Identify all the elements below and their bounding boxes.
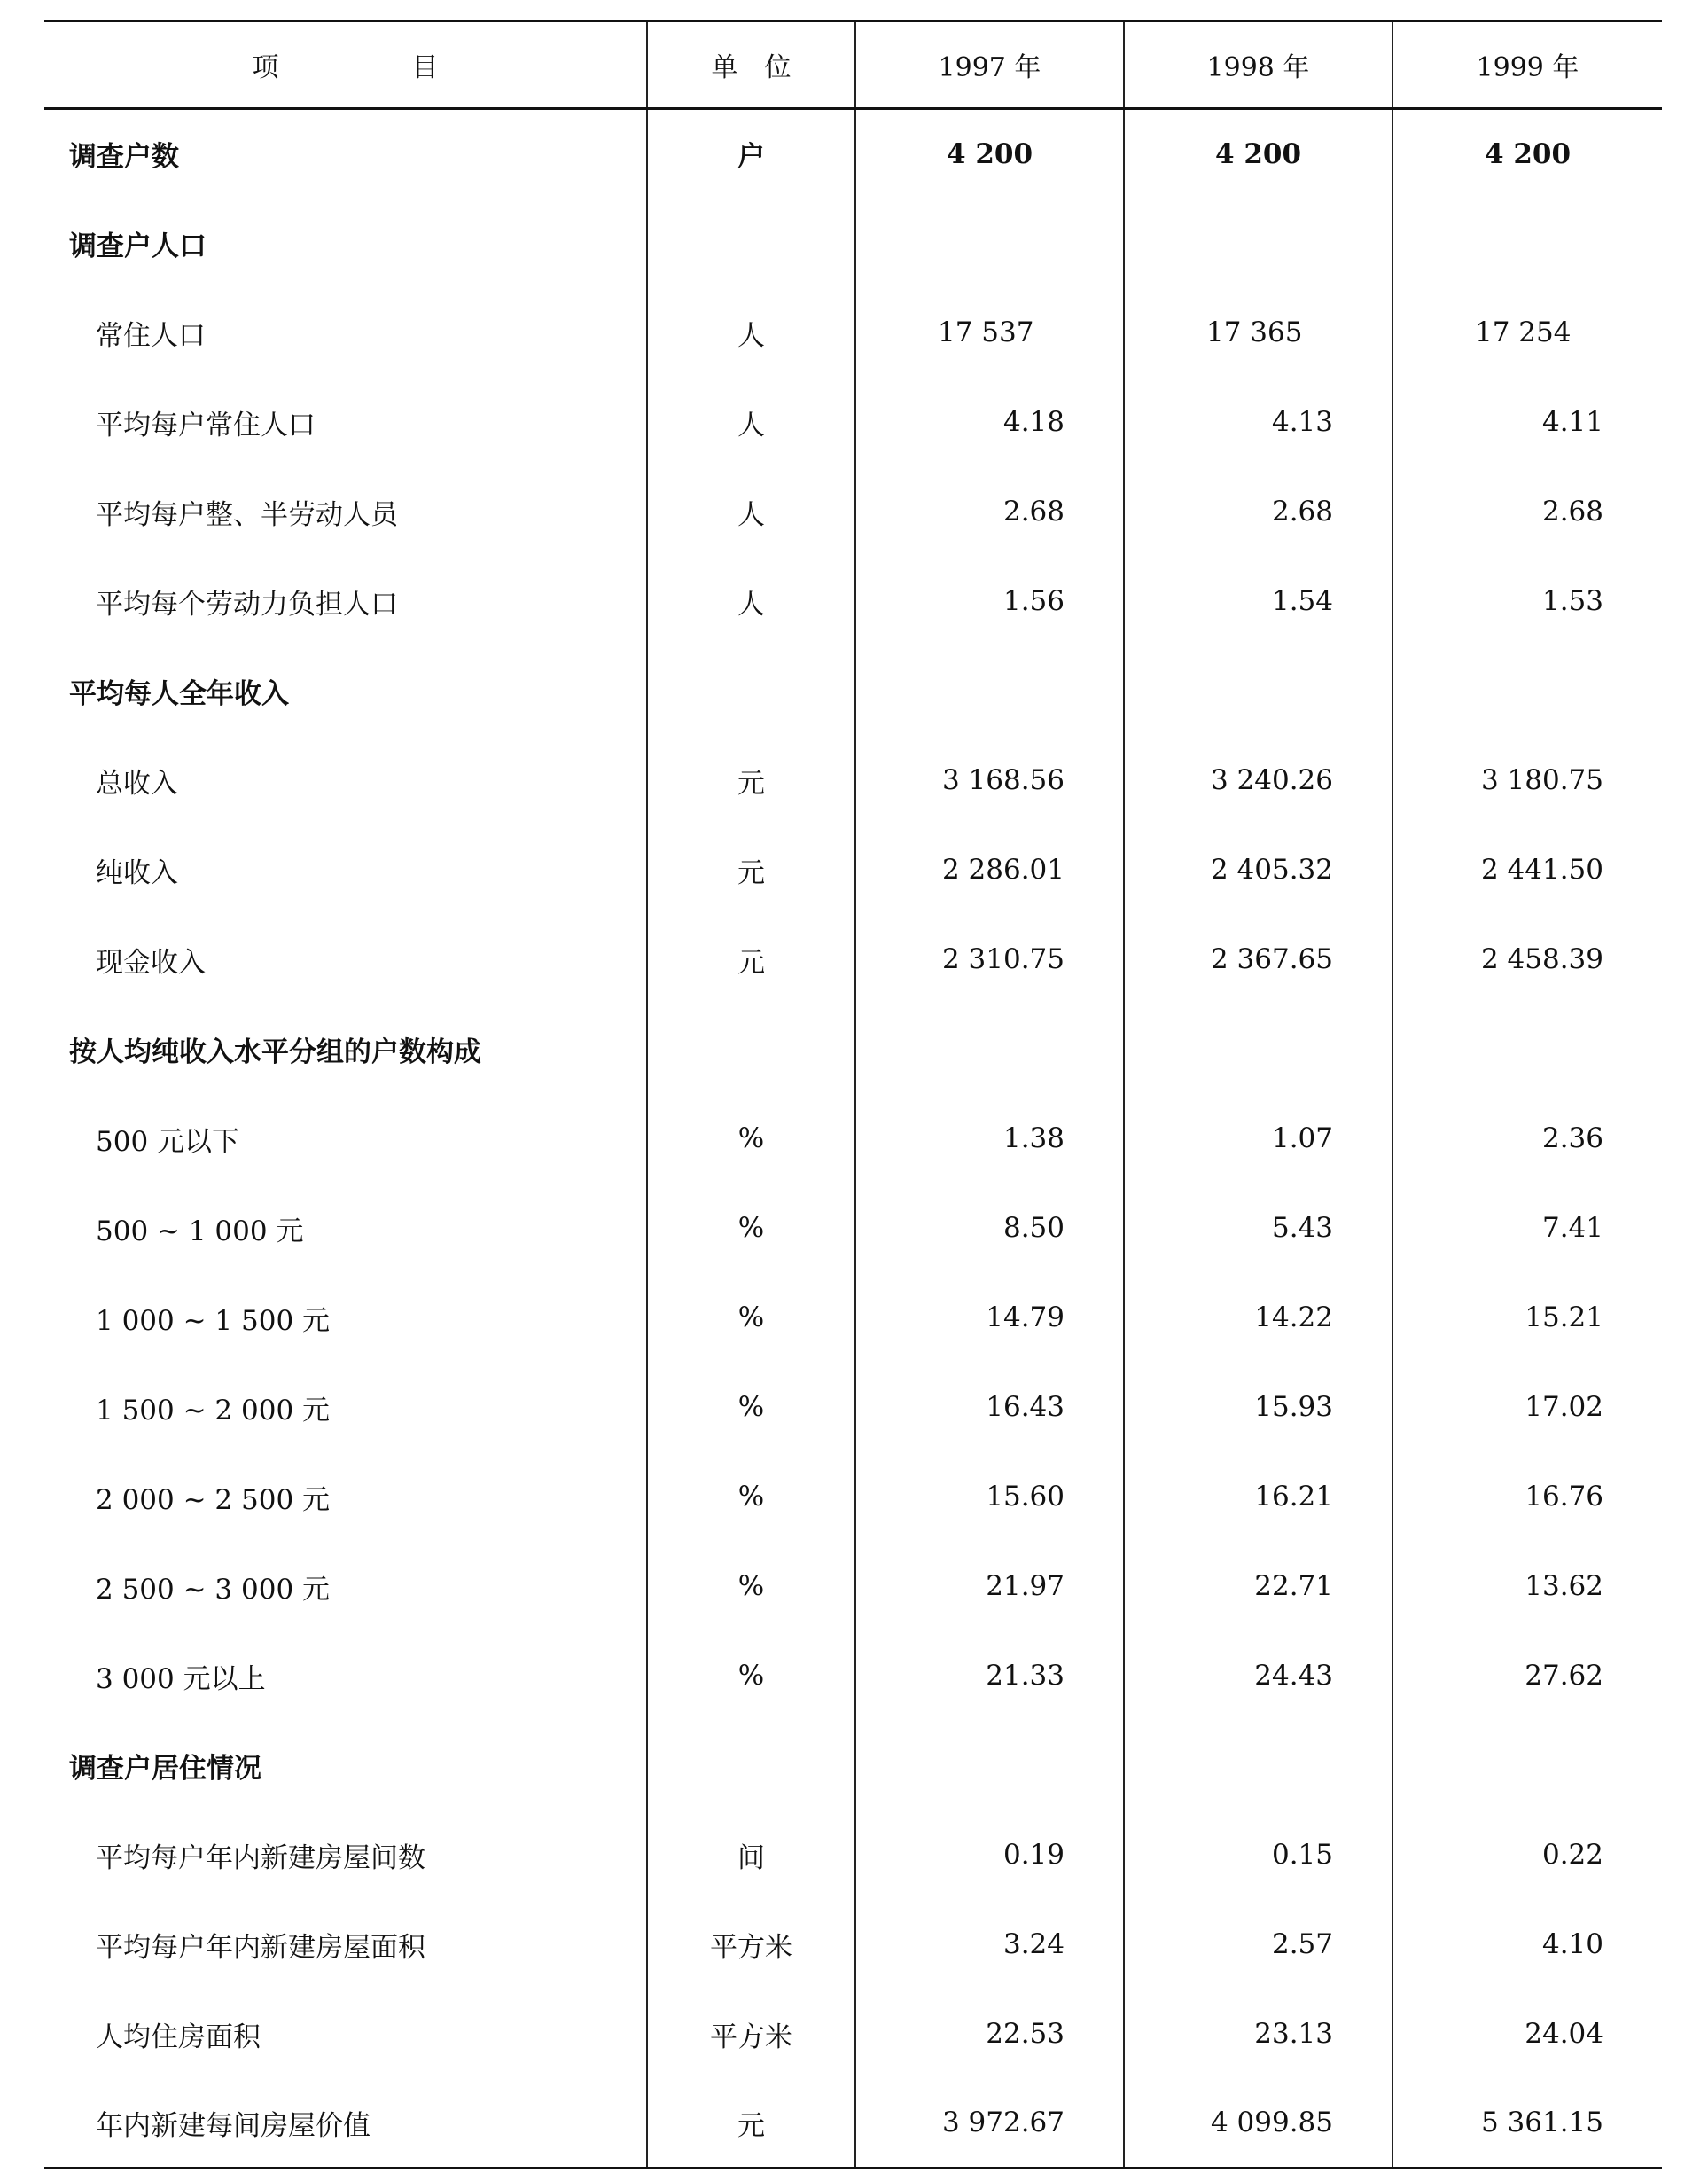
row-unit <box>647 646 855 736</box>
row-value-1999: 15.21 <box>1392 1273 1662 1363</box>
header-unit: 单 位 <box>647 21 855 109</box>
table-row <box>44 1184 1662 1273</box>
row-value-1998: 5.43 <box>1124 1184 1392 1273</box>
table-row <box>44 1005 1662 1094</box>
header-year-1997: 1997 年 <box>855 21 1124 109</box>
row-unit: 人 <box>647 557 855 646</box>
row-value-1998: 0.15 <box>1124 1810 1392 1900</box>
table-row <box>44 199 1662 288</box>
row-unit <box>647 1721 855 1810</box>
row-value-1997: 0.19 <box>855 1810 1124 1900</box>
row-unit: 户 <box>647 109 855 199</box>
row-value-1999: 17 254 <box>1392 288 1662 378</box>
table-row <box>44 288 1662 378</box>
row-value-1998: 2.68 <box>1124 467 1392 557</box>
row-value-1999: 2.68 <box>1392 467 1662 557</box>
row-value-1997: 21.97 <box>855 1542 1124 1631</box>
table-header <box>44 21 1662 109</box>
row-item-label: 调查户居住情况 <box>69 1752 261 1785</box>
row-unit: 平方米 <box>647 1900 855 1989</box>
row-value-1998: 1.54 <box>1124 557 1392 646</box>
table-row <box>44 1810 1662 1900</box>
row-value-1997: 2 310.75 <box>855 915 1124 1005</box>
row-value-1999: 3 180.75 <box>1392 736 1662 825</box>
row-unit: 元 <box>647 915 855 1005</box>
row-value-1998: 2 367.65 <box>1124 915 1392 1005</box>
row-item-label: 总收入 <box>96 767 178 800</box>
row-value-1998: 16.21 <box>1124 1452 1392 1542</box>
row-value-1997: 2 286.01 <box>855 825 1124 915</box>
row-unit: % <box>647 1363 855 1452</box>
row-unit: 人 <box>647 378 855 467</box>
row-value-1997: 4.18 <box>855 378 1124 467</box>
row-value-1997: 14.79 <box>855 1273 1124 1363</box>
statistics-table <box>44 20 1662 2169</box>
row-item-label: 1 000 ~ 1 500 元 <box>96 1304 331 1337</box>
row-unit: 元 <box>647 2079 855 2169</box>
row-value-1999 <box>1392 1005 1662 1094</box>
row-value-1998: 4 200 <box>1124 109 1392 199</box>
table-row <box>44 736 1662 825</box>
row-item-label: 平均每户常住人口 <box>96 409 316 442</box>
row-unit: % <box>647 1631 855 1721</box>
row-unit: % <box>647 1184 855 1273</box>
row-value-1999: 1.53 <box>1392 557 1662 646</box>
row-item-label: 调查户人口 <box>69 230 207 262</box>
row-unit: % <box>647 1452 855 1542</box>
row-value-1997 <box>855 1721 1124 1810</box>
row-item-label: 人均住房面积 <box>96 2021 261 2053</box>
row-value-1999 <box>1392 646 1662 736</box>
row-item-label: 1 500 ~ 2 000 元 <box>96 1394 331 1427</box>
table-row <box>44 378 1662 467</box>
row-item-label: 2 500 ~ 3 000 元 <box>96 1573 331 1606</box>
row-value-1999: 7.41 <box>1392 1184 1662 1273</box>
row-value-1999: 24.04 <box>1392 1989 1662 2079</box>
table-row <box>44 1273 1662 1363</box>
row-value-1999 <box>1392 1721 1662 1810</box>
row-value-1997: 3.24 <box>855 1900 1124 1989</box>
row-value-1998: 23.13 <box>1124 1989 1392 2079</box>
row-value-1998: 22.71 <box>1124 1542 1392 1631</box>
row-value-1997: 2.68 <box>855 467 1124 557</box>
row-unit: % <box>647 1542 855 1631</box>
row-value-1998: 2 405.32 <box>1124 825 1392 915</box>
row-value-1999: 2 458.39 <box>1392 915 1662 1005</box>
row-unit: 人 <box>647 288 855 378</box>
row-value-1999: 17.02 <box>1392 1363 1662 1452</box>
row-value-1997: 21.33 <box>855 1631 1124 1721</box>
row-value-1999: 4.11 <box>1392 378 1662 467</box>
row-value-1998: 4.13 <box>1124 378 1392 467</box>
table-row <box>44 1900 1662 1989</box>
row-value-1997: 4 200 <box>855 109 1124 199</box>
row-item-label: 纯收入 <box>96 856 178 889</box>
row-value-1997: 8.50 <box>855 1184 1124 1273</box>
row-item-label: 按人均纯收入水平分组的户数构成 <box>69 1036 481 1068</box>
row-item-label: 平均每户年内新建房屋间数 <box>96 1841 425 1874</box>
row-value-1999: 2 441.50 <box>1392 825 1662 915</box>
row-value-1998 <box>1124 199 1392 288</box>
row-unit: % <box>647 1273 855 1363</box>
row-item-label: 调查户数 <box>69 141 179 174</box>
row-item-label: 平均每人全年收入 <box>69 677 289 710</box>
row-value-1997: 3 168.56 <box>855 736 1124 825</box>
row-value-1998 <box>1124 1721 1392 1810</box>
row-unit <box>647 199 855 288</box>
row-value-1998: 2.57 <box>1124 1900 1392 1989</box>
row-unit <box>647 1005 855 1094</box>
row-unit: 间 <box>647 1810 855 1900</box>
row-value-1998: 3 240.26 <box>1124 736 1392 825</box>
row-value-1997 <box>855 1005 1124 1094</box>
row-value-1999: 0.22 <box>1392 1810 1662 1900</box>
table-row <box>44 557 1662 646</box>
row-item-label: 平均每个劳动力负担人口 <box>96 588 398 621</box>
table-row <box>44 1631 1662 1721</box>
row-value-1997: 22.53 <box>855 1989 1124 2079</box>
table-body <box>44 109 1662 2169</box>
table-row <box>44 467 1662 557</box>
row-value-1999: 4.10 <box>1392 1900 1662 1989</box>
table-row <box>44 1989 1662 2079</box>
table-row <box>44 1363 1662 1452</box>
row-value-1998 <box>1124 646 1392 736</box>
header-item: 项 目 <box>44 21 647 109</box>
row-value-1997: 1.38 <box>855 1094 1124 1184</box>
row-value-1999 <box>1392 199 1662 288</box>
row-value-1998: 1.07 <box>1124 1094 1392 1184</box>
row-item-label: 常住人口 <box>96 319 206 352</box>
row-value-1998: 24.43 <box>1124 1631 1392 1721</box>
row-value-1999: 4 200 <box>1392 109 1662 199</box>
row-item-label: 平均每户年内新建房屋面积 <box>96 1931 425 1964</box>
row-value-1999: 2.36 <box>1392 1094 1662 1184</box>
table-row <box>44 825 1662 915</box>
row-value-1997 <box>855 646 1124 736</box>
row-unit: 元 <box>647 825 855 915</box>
row-value-1997: 1.56 <box>855 557 1124 646</box>
table-row <box>44 915 1662 1005</box>
header-row <box>44 21 1662 109</box>
row-item-label: 现金收入 <box>96 946 206 979</box>
row-value-1998: 14.22 <box>1124 1273 1392 1363</box>
table-row <box>44 1721 1662 1810</box>
row-unit: 元 <box>647 736 855 825</box>
table-row <box>44 109 1662 199</box>
table-row <box>44 1542 1662 1631</box>
row-value-1998 <box>1124 1005 1392 1094</box>
row-value-1998: 15.93 <box>1124 1363 1392 1452</box>
row-item-label: 年内新建每间房屋价值 <box>44 2079 647 2169</box>
header-year-1998: 1998 年 <box>1124 21 1392 109</box>
table-row <box>44 646 1662 736</box>
row-item-label: 2 000 ~ 2 500 元 <box>96 1483 331 1516</box>
row-item-label: 3 000 元以上 <box>96 1662 266 1695</box>
row-item-label: 平均每户整、半劳动人员 <box>96 498 398 531</box>
row-item-label: 500 元以下 <box>96 1125 240 1158</box>
row-item-label: 500 ~ 1 000 元 <box>96 1215 304 1247</box>
table-row <box>44 1452 1662 1542</box>
row-value-1999: 16.76 <box>1392 1452 1662 1542</box>
row-value-1999: 5 361.15 <box>1392 2079 1662 2169</box>
row-value-1997 <box>855 199 1124 288</box>
row-value-1999: 13.62 <box>1392 1542 1662 1631</box>
row-value-1997: 3 972.67 <box>855 2079 1124 2169</box>
header-year-1999: 1999 年 <box>1392 21 1662 109</box>
row-value-1998: 4 099.85 <box>1124 2079 1392 2169</box>
row-unit: 平方米 <box>647 1989 855 2079</box>
row-unit: % <box>647 1094 855 1184</box>
row-value-1997: 15.60 <box>855 1452 1124 1542</box>
table-row <box>44 2079 1662 2169</box>
row-unit: 人 <box>647 467 855 557</box>
table-row <box>44 1094 1662 1184</box>
row-value-1997: 16.43 <box>855 1363 1124 1452</box>
row-value-1997: 17 537 <box>855 288 1124 378</box>
row-value-1999: 27.62 <box>1392 1631 1662 1721</box>
row-value-1998: 17 365 <box>1124 288 1392 378</box>
